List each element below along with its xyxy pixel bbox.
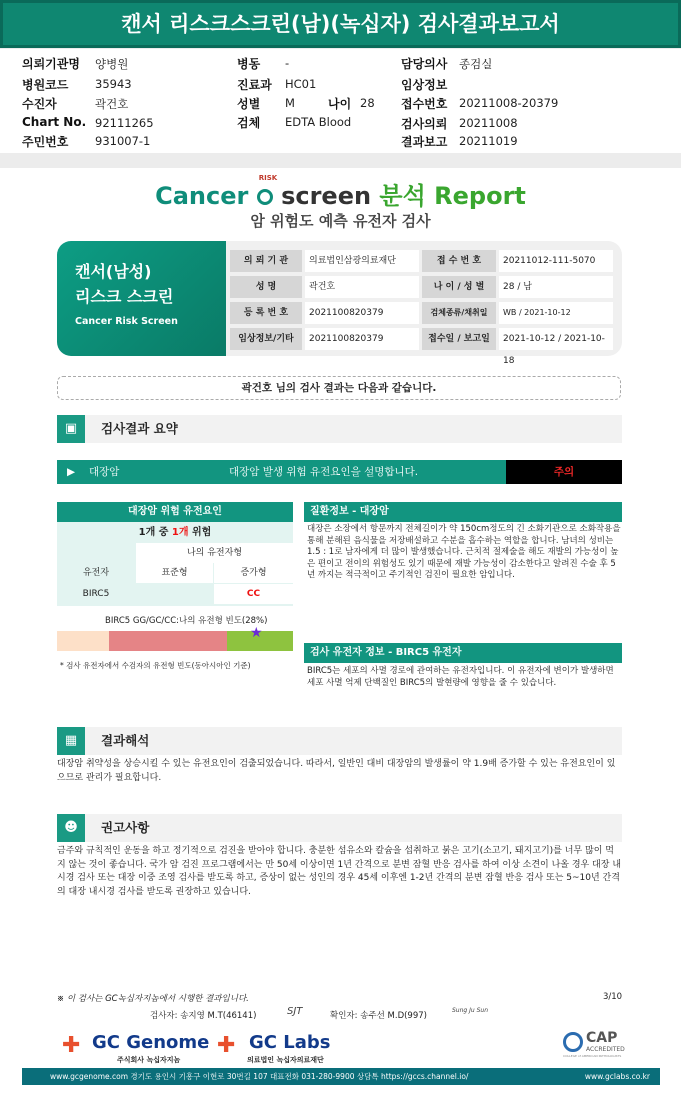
ptab-receipt: 20211012-111-5070 (499, 250, 613, 272)
summary-desc: 대장암 발생 위험 유전요인을 설명합니다. (229, 466, 419, 478)
logo-o-icon (257, 189, 273, 205)
ptab-reg-label: 등 록 번 호 (230, 302, 302, 324)
gene-count: 1개 중 1개 위험 (138, 527, 212, 538)
gcg-sub: 주식회사 녹십자지놈 (117, 1056, 181, 1064)
patient-info (0, 49, 681, 153)
ptab-dates: 2021-10-12 / 2021-10-18 (499, 328, 613, 350)
rrn-value: 931007-1 (95, 134, 151, 148)
sex-value: M (285, 96, 295, 110)
increase-header: 증가형 (214, 563, 293, 583)
cap-small: COLLEGE of AMERICAN PATHOLOGISTS (563, 1054, 622, 1058)
ptab-inst: 의료법인삼광의료재단 (305, 250, 419, 272)
freq-segment-gg (57, 631, 109, 651)
receipt-value: 20211008-20379 (459, 96, 559, 110)
interpret-section-header (57, 727, 622, 755)
disease-info-header: 질환정보 - 대장암 (304, 502, 622, 522)
gc-cross-icon-2: ✚ (217, 1033, 236, 1058)
my-genotype-header: 나의 유전자형 (136, 543, 293, 563)
gene-info-header: 검사 유전자 정보 - BIRC5 유전자 (304, 643, 622, 663)
dept-label: 진료과 (237, 78, 272, 92)
my-genotype-star-icon: ★ (250, 625, 263, 641)
hospital-code-value: 35943 (95, 77, 132, 91)
report-subtitle: 암 위험도 예측 유전자 검사 (250, 212, 431, 230)
ptab-reg: 2021100820379 (305, 302, 419, 324)
request-label: 검사의뢰 (401, 117, 448, 131)
chart-value: 92111265 (95, 116, 154, 130)
calendar-icon: ▦ (57, 727, 85, 755)
summary-title: 검사결과 요약 (101, 421, 178, 436)
summary-bar (57, 460, 622, 484)
chart-label: Chart No. (22, 115, 87, 129)
advice-text: 금주와 규칙적인 운동을 하고 정기적으로 검진을 받아야 합니다. 충분한 섬유소와 칼슘을 섭취하고 붉은 고기(소고기, 돼지고기)를 너무 많이 먹지 않는 것이 좋습니다. 국가 암 검진 프로그램에서는 만 50세 이상이면 1년 간격으로 분변 잠혈 반응 검사를 하여 이상 소견이 나올 경우 대장 내시경 검사 또는 대장 이중 조영 검사를 받도록 하고, 증상이 없는 성인의 경우 45세 이후엔 1-2년 간격의 분변 잠혈 반응 검사 또는 5~10년 간격의 대장 내시경 검사를 받도록 권장하고 있습니다. (57, 846, 622, 897)
interpret-title: 결과해석 (101, 733, 150, 748)
ptab-agesex: 28 / 남 (499, 276, 613, 298)
dept-value: HC01 (285, 77, 317, 91)
cancer-screen-logo (0, 176, 681, 211)
ward-label: 병동 (237, 57, 261, 71)
logo-screen: screen (281, 182, 372, 210)
gene-info-text: BIRC5는 세포의 사멸 경로에 관여하는 유전자입니다. 이 유전자에 변이가 발생하면 세포 사멸 억제 단백질인 BIRC5의 발현량에 영향을 줄 수 있습니다. (307, 666, 614, 688)
ptab-dates-label: 접수일 / 보고일 (422, 328, 496, 350)
status-badge: 주의 (506, 460, 622, 484)
ptab-name: 곽건호 (305, 276, 419, 298)
patient-label: 수진자 (22, 97, 57, 111)
ptab-clinical-label: 임상정보/기타 (230, 328, 302, 350)
ptab-receipt-label: 접 수 번 호 (422, 250, 496, 272)
result-banner: 곽건호 님의 검사 결과는 다음과 같습니다. (57, 376, 621, 400)
ptab-name-label: 성 명 (230, 276, 302, 298)
advice-title: 권고사항 (101, 820, 150, 835)
patient-value: 곽건호 (95, 97, 129, 111)
gcl-name: GC Labs (249, 1032, 331, 1053)
card-title-2: 리스크 스크린 (75, 287, 174, 306)
footer-right: www.gclabs.co.kr (584, 1072, 650, 1081)
logo-risk: RISK (258, 174, 278, 182)
doctor-value: 종검실 (459, 57, 493, 71)
ptab-agesex-label: 나 이 / 성 별 (422, 276, 496, 298)
doctor-icon: ☻ (57, 814, 85, 842)
play-icon: ▶ (67, 466, 76, 478)
cap-sub: ACCREDITED (586, 1046, 625, 1053)
institution-value: 양병원 (95, 57, 129, 71)
ptab-inst-label: 의 뢰 기 관 (230, 250, 302, 272)
summary-section-header (57, 415, 622, 443)
gene-column-header: 유전자 (82, 568, 110, 578)
gc-labs-logo (217, 1030, 357, 1068)
freq-segment-gc (109, 631, 227, 651)
approver: 확인자: 송주선 M.D(997) (330, 1011, 427, 1021)
card-title-1: 캔서(남성) (75, 262, 152, 281)
gcg-name: GC Genome (92, 1032, 210, 1053)
specimen-label: 검체 (237, 116, 261, 130)
interpret-text: 대장암 취약성을 상승시킬 수 있는 유전요인이 검출되었습니다. 따라서, 일반인 대비 대장암의 발생률이 약 1.9배 증가할 수 있는 유전요인이 있으므로 관리가 필요합니다. (57, 759, 616, 783)
frequency-label: BIRC5 GG/GC/CC:나의 유전형 빈도(28%) (105, 616, 268, 626)
logo-report: 분석 Report (379, 182, 526, 210)
sex-label: 성별 (237, 97, 261, 111)
ptab-specimen-label: 검체종류/채취일 (422, 302, 496, 324)
advice-section-header (57, 814, 622, 842)
gc-genome-logo (62, 1030, 212, 1068)
result-value: 20211019 (459, 134, 518, 148)
frequency-bar (57, 625, 293, 651)
receipt-label: 접수번호 (401, 97, 448, 111)
tester: 검사자: 송지영 M.T(46141) (150, 1011, 257, 1021)
frequency-note: * 검사 유전자에서 수검자의 유전형 빈도(동아시아인 기준) (60, 661, 251, 670)
age-value: 28 (360, 96, 375, 110)
result-label: 결과보고 (401, 135, 448, 149)
ptab-clinical: 2021100820379 (305, 328, 419, 350)
report-title: 캔서 리스크스크린(남)(녹십자) 검사결과보고서 (0, 0, 681, 48)
page-number: 3/10 (603, 992, 623, 1002)
hospital-code-label: 병원코드 (22, 78, 69, 92)
gcl-sub: 의료법인 녹십자의료재단 (247, 1056, 324, 1064)
footer-left: www.gcgenome.com 경기도 용인시 기흥구 이현로 30번길 107 대표전화 031-280-9900 상담톡 https://gccs.channel.io/ (50, 1072, 469, 1081)
logo-cancer: Cancer (155, 182, 249, 210)
patient-table (226, 241, 622, 366)
approver-signature: Sung Ju Sun (452, 1007, 489, 1014)
gc-cross-icon: ✚ (62, 1033, 81, 1058)
gene-table-header: 대장암 위험 유전요인 (57, 502, 293, 522)
gene-name: BIRC5 (82, 589, 110, 599)
disease-info-text: 대장은 소장에서 항문까지 전체길이가 약 150cm정도의 긴 소화기관으로 소화작용을 통해 분해된 음식물을 저장배설하고 수분을 흡수하는 역할을 합니다. 남녀의 성비는 1.5 : 1로 남자에게 더 많이 발생했습니다. 근치적 절제술을 해도 재발의 가능성이 높은 편이고 전이의 위험성도 있기 때문에 재발 가능성이 감소한다고 알려진 수술 후 5년 까지는 적극적이고 주기적인 검진이 필요한 암입니다. (307, 524, 621, 580)
request-value: 20211008 (459, 116, 518, 130)
notice: ※ 이 검사는 GC녹십자지놈에서 시행한 결과입니다. (57, 994, 249, 1004)
age-label: 나이 (328, 97, 352, 111)
summary-cancer: 대장암 (89, 466, 120, 478)
rrn-label: 주민번호 (22, 135, 69, 149)
card-title-3: Cancer Risk Screen (75, 316, 178, 327)
cap-accredited-logo (563, 1030, 629, 1062)
clinical-label: 임상정보 (401, 78, 448, 92)
institution-label: 의뢰기관명 (22, 57, 80, 71)
calendar-check-icon: ▣ (57, 415, 85, 443)
ward-value: - (285, 56, 290, 70)
cap-name: CAP (586, 1030, 618, 1046)
specimen-value: EDTA Blood (285, 115, 352, 129)
footer-bar (22, 1068, 660, 1085)
product-card (57, 241, 232, 356)
doctor-label: 담당의사 (401, 57, 448, 71)
cap-seal-icon (563, 1032, 583, 1052)
genotype-cell: CC (214, 584, 293, 604)
standard-header: 표준형 (136, 563, 213, 583)
tester-signature: SJT (287, 1006, 303, 1017)
ptab-specimen: WB / 2021-10-12 (499, 302, 613, 324)
